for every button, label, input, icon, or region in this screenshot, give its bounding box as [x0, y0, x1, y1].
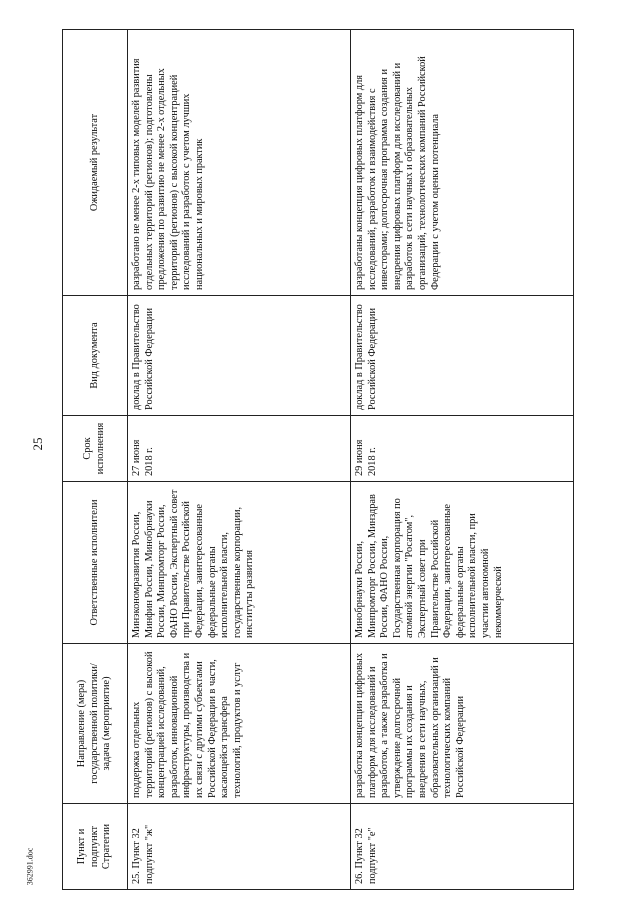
header-doc-type: Вид документа [63, 296, 128, 416]
cell-point [128, 804, 351, 890]
file-name: 362991.doc [25, 847, 35, 886]
table-row [128, 30, 351, 890]
cell-executors: Минэкономразвития России, Минфин России, Минобрнауки России, Минпромторг России, ФАНО России, Экспертный совет при Правительстве Российской Федерации, заинтересованные федеральные органы исполнительной власти, государственные корпорации, институты развития [128, 482, 351, 644]
page-number: 25 [30, 437, 45, 451]
header-deadline: Срок исполнения [63, 416, 128, 482]
cell-direction: поддержка отдельных территорий (регионов) с высокой концентрацией исследований, разработок, инновационной инфраструктуры, производства и их связи с другими субъектами Российской Федерации в части, касающейся трансфера технологий, продуктов и услуг [128, 644, 351, 804]
cell-doc-type: доклад в Правительство Российской Федерации [351, 296, 574, 416]
row-number: 25. [131, 871, 142, 884]
header-result: Ожидаемый результат [63, 30, 128, 296]
table-header-row [63, 30, 128, 890]
strategy-point: Пункт 32 подпункт "ж" [131, 824, 155, 884]
cell-deadline: 29 июня 2018 г. [351, 416, 574, 482]
cell-deadline: 27 июня 2018 г. [128, 416, 351, 482]
rotated-page-content [62, 30, 582, 890]
header-direction: Направление (мера) государственной политики/ задача (мероприятие) [63, 644, 128, 804]
strategy-point: Пункт 32 подпункт "е" [354, 827, 378, 884]
cell-result: разработаны концепция цифровых платформ для исследований, разработок и взаимодействия с инвесторами; долгосрочная программа создания и внедрения цифровых платформ для исследований и разработок в сети научных и образовательных организаций, технологических компаний Российской Федерации с учетом оценки потенциала [351, 30, 574, 296]
table-row [351, 30, 574, 890]
cell-executors: Минобрнауки России, Минпромторг России, Минздрав России, ФАНО России, Государственная корпорация по атомной энергии "Росатом", Экспертный совет при Правительстве Российской Федерации, заинтересованные федеральные органы исполнительной власти, при участии автономной некоммерческой [351, 482, 574, 644]
row-number: 26. [354, 871, 365, 884]
cell-direction: разработка концепции цифровых платформ для исследований и разработок, а также разработка и утверждение долгосрочной программы их создания и внедрения в сети научных, образовательных организаций и технологических компаний Российской Федерации [351, 644, 574, 804]
header-executors: Ответственные исполнители [63, 482, 128, 644]
cell-point [351, 804, 574, 890]
header-point: Пункт и подпункт Стратегии [63, 804, 128, 890]
strategy-table [62, 29, 574, 890]
cell-result: разработано не менее 2-х типовых моделей развития отдельных территорий (регионов); подготовлены предложения по развитию не менее 2-х отдельных территорий (регионов) с высокой концентрацией исследований и разработок с учетом лучших национальных и мировых практик [128, 30, 351, 296]
cell-doc-type: доклад в Правительство Российской Федерации [128, 296, 351, 416]
